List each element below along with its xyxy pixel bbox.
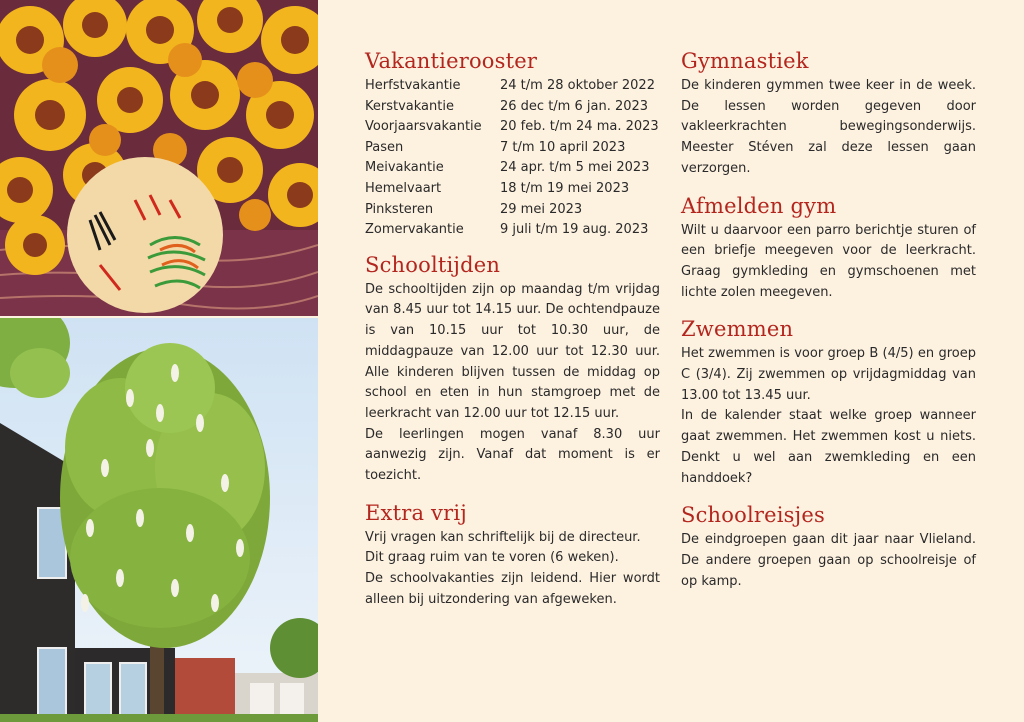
vakantie-date: 26 dec t/m 6 jan. 2023	[500, 98, 649, 114]
vakantie-row	[365, 97, 659, 118]
vakantie-date: 24 t/m 28 oktober 2022	[500, 78, 655, 93]
zwemmen-section	[681, 316, 976, 489]
vakantie-row	[365, 200, 659, 221]
schooltijden-paragraph: De leerlingen mogen vanaf 8.30 uur aanwezig zijn. Vanaf dat moment is er toezicht.	[365, 426, 660, 484]
schooltijden-paragraph: De schooltijden zijn op maandag t/m vrijdag van 8.45 uur tot 14.15 uur. De ochtendpauze is van 10.15 uur tot 10.30 uur, de middagpauze van 12.00 uur tot 12.30 uur. Alle kinderen blijven tussen de middag op school en eten in hun stamgroep met de leerkracht van 12.00 uur tot 12.15 uur.	[365, 281, 660, 421]
extra-vrij-paragraph: De schoolvakanties zijn leidend. Hier wordt alleen bij uitzondering van afgeweken.	[365, 571, 660, 607]
schooltijden-section	[365, 252, 660, 487]
extra-vrij-section	[365, 500, 660, 611]
vakantie-row	[365, 117, 659, 138]
extra-vrij-heading: Extra vrij	[365, 500, 467, 525]
afmelden-gym-section	[681, 193, 976, 304]
vakantie-name: Pinksteren	[365, 201, 434, 217]
vakantie-name: Voorjaarsvakantie	[365, 119, 482, 135]
vakantie-name: Zomervakantie	[365, 222, 464, 238]
vakantie-name: Meivakantie	[365, 160, 444, 176]
vakantie-date: 20 feb. t/m 24 ma. 2023	[500, 119, 659, 135]
zwemmen-paragraph: In de kalender staat welke groep wanneer gaat zwemmen. Het zwemmen kost u niets. Denkt u wel aan zwemkleding en een handdoek?	[681, 408, 976, 486]
vakantie-date: 7 t/m 10 april 2023	[500, 139, 626, 155]
vakantie-row	[365, 158, 659, 179]
afmelden-gym-paragraph: Wilt u daarvoor een parro berichtje sturen of een briefje meegeven voor de leerkracht. Graag gymkleding en gymschoenen met lichte zolen meegeven.	[681, 222, 976, 300]
vakantie-name: Pasen	[365, 139, 404, 155]
schoolreisjes-section	[681, 502, 976, 592]
vakantie-name: Herfstvakantie	[365, 78, 461, 93]
vakantie-table	[365, 76, 659, 241]
schoolreisjes-heading: Schoolreisjes	[681, 503, 825, 528]
vakantie-date: 29 mei 2023	[500, 201, 583, 217]
zwemmen-paragraph: Het zwemmen is voor groep B (4/5) en groep C (3/4). Zij zwemmen op vrijdagmiddag van 13.00 tot 13.45 uur.	[681, 346, 976, 403]
extra-vrij-paragraph: Dit graag ruim van te voren (6 weken).	[365, 550, 619, 566]
gymnastiek-paragraph: De kinderen gymmen twee keer in de week. De lessen worden gegeven door vakleerkrachten bewegingsonderwijs. Meester Stéven zal deze lessen gaan verzorgen.	[681, 78, 976, 176]
vakantie-name: Kerstvakantie	[365, 98, 454, 114]
vakantie-name: Hemelvaart	[365, 180, 442, 196]
zwemmen-heading: Zwemmen	[681, 317, 794, 342]
vakantie-row	[365, 76, 659, 97]
gymnastiek-heading: Gymnastiek	[681, 49, 809, 73]
schooltijden-heading: Schooltijden	[365, 252, 501, 277]
vakantie-row	[365, 220, 659, 241]
left-column	[365, 48, 660, 622]
extra-vrij-paragraph: Vrij vragen kan schriftelijk bij de directeur.	[365, 529, 641, 545]
vakantierooster-heading: Vakantierooster	[365, 49, 538, 73]
vakantie-row	[365, 179, 659, 200]
vakantie-date: 9 juli t/m 19 aug. 2023	[500, 222, 649, 238]
gymnastiek-section	[681, 48, 976, 180]
right-column	[681, 48, 976, 603]
schoolreisjes-paragraph: De eindgroepen gaan dit jaar naar Vlieland. De andere groepen gaan op schoolreisje of op kamp.	[681, 532, 976, 589]
vakantie-date: 24 apr. t/m 5 mei 2023	[500, 160, 650, 176]
vakantie-row	[365, 138, 659, 159]
afmelden-gym-heading: Afmelden gym	[681, 193, 837, 218]
tree-school-photo	[0, 318, 318, 722]
sunflower-artwork-photo	[0, 0, 318, 316]
photo-column	[0, 0, 318, 722]
vakantie-date: 18 t/m 19 mei 2023	[500, 180, 630, 196]
vakantierooster-section	[365, 48, 660, 241]
